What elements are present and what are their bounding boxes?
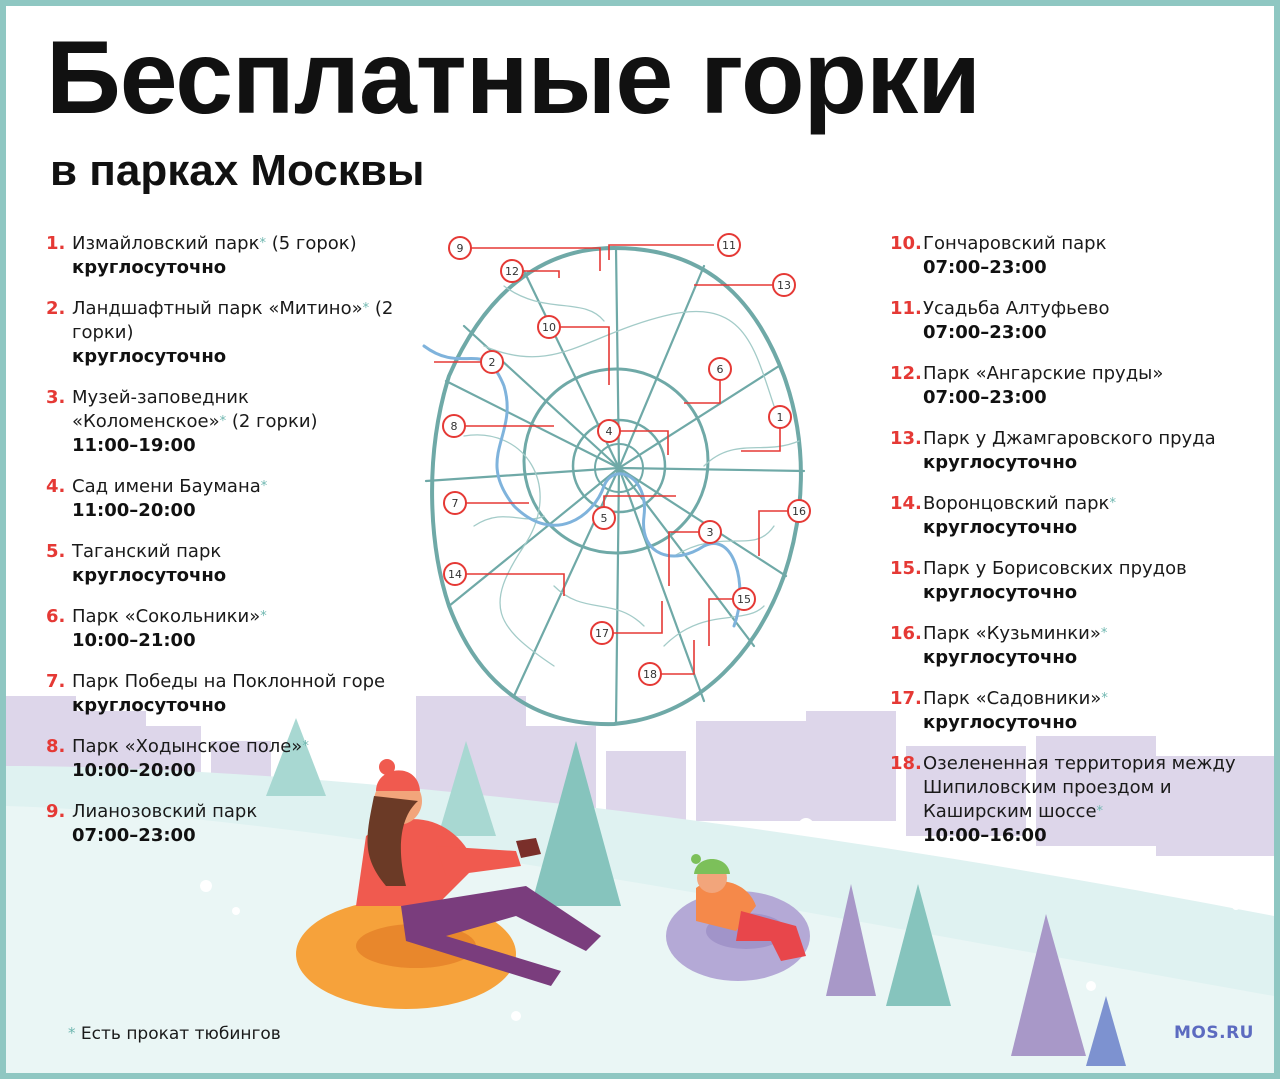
park-hours: круглосуточно (72, 695, 227, 716)
park-name (72, 386, 406, 434)
park-name (72, 800, 406, 824)
rental-star-icon: * (1101, 691, 1108, 706)
park-item-1 (46, 232, 406, 280)
park-item-8 (46, 735, 406, 783)
park-name-text: Гончаровский парк (923, 233, 1107, 254)
park-hours: 07:00–23:00 (923, 387, 1047, 408)
map-marker-label: 10 (542, 321, 556, 334)
park-item-10 (890, 232, 1260, 280)
page-subtitle: в парках Москвы (50, 146, 425, 195)
map-marker-label: 17 (595, 627, 609, 640)
map-marker-9[interactable] (449, 237, 471, 259)
park-item-7 (46, 670, 406, 718)
park-hours: 11:00–19:00 (72, 435, 196, 456)
park-slope-count: (5 горок) (271, 233, 357, 254)
park-number: 2. (46, 298, 66, 319)
park-number: 6. (46, 606, 66, 627)
park-item-13 (890, 427, 1260, 475)
map-marker-label: 6 (716, 363, 724, 376)
park-name-text: Парк у Борисовских прудов (923, 558, 1187, 579)
park-hours: круглосуточно (923, 517, 1078, 538)
park-hours: 10:00–21:00 (72, 630, 196, 651)
park-name-text: Лианозовский парк (72, 801, 258, 822)
park-item-11 (890, 297, 1260, 345)
map-marker-8[interactable] (443, 415, 465, 437)
park-hours: круглосуточно (923, 712, 1078, 733)
park-name-text: Озелененная территория между Шипиловским проездом и Каширским шоссе (923, 753, 1236, 822)
park-item-17 (890, 687, 1260, 735)
park-name-text: Парк «Сокольники» (72, 606, 261, 627)
park-name-text: Парк у Джамгаровского пруда (923, 428, 1216, 449)
park-hours: 07:00–23:00 (923, 257, 1047, 278)
map-marker-label: 3 (706, 526, 714, 539)
park-hours: 07:00–23:00 (72, 825, 196, 846)
rental-footnote (68, 1024, 281, 1044)
map-marker-label: 18 (643, 668, 657, 681)
park-item-4 (46, 475, 406, 523)
park-number: 1. (46, 233, 66, 254)
map-marker-1[interactable] (769, 406, 791, 428)
park-name-text: Музей-заповедник «Коломенское» (72, 387, 249, 432)
park-name (72, 475, 406, 499)
park-name (923, 297, 1260, 321)
park-hours: 10:00–16:00 (923, 825, 1047, 846)
map-marker-7[interactable] (444, 492, 466, 514)
park-item-14 (890, 492, 1260, 540)
park-name (72, 735, 406, 759)
park-number: 18. (890, 753, 922, 774)
park-hours: 11:00–20:00 (72, 500, 196, 521)
park-item-2 (46, 297, 406, 369)
map-marker-label: 9 (456, 242, 464, 255)
park-number: 3. (46, 387, 66, 408)
park-name (72, 670, 406, 694)
park-name-text: Парк «Ходынское поле» (72, 736, 303, 757)
map-marker-6[interactable] (709, 358, 731, 380)
brand-logo[interactable]: MOS.RU (1174, 1023, 1254, 1043)
park-number: 7. (46, 671, 66, 692)
map-marker-label: 5 (600, 512, 608, 525)
park-number: 17. (890, 688, 922, 709)
park-number: 15. (890, 558, 922, 579)
map-marker-label: 4 (605, 425, 613, 438)
park-number: 16. (890, 623, 922, 644)
park-name (923, 557, 1260, 581)
park-hours: круглосуточно (72, 257, 227, 278)
park-item-3 (46, 386, 406, 458)
park-item-12 (890, 362, 1260, 410)
map-marker-10[interactable] (538, 316, 560, 338)
park-name (923, 752, 1260, 824)
map-marker-17[interactable] (591, 622, 613, 644)
park-name (923, 492, 1260, 516)
park-name (923, 687, 1260, 711)
rental-star-icon: * (219, 414, 227, 429)
park-hours: круглосуточно (72, 565, 227, 586)
moscow-map (404, 226, 824, 736)
map-marker-label: 7 (451, 497, 459, 510)
rental-star-icon: * (1109, 496, 1116, 511)
park-number: 5. (46, 541, 66, 562)
park-item-9 (46, 800, 406, 848)
park-number: 13. (890, 428, 922, 449)
park-hours: круглосуточно (923, 582, 1078, 603)
rental-star-icon: * (259, 236, 266, 251)
park-name-text: Таганский парк (72, 541, 222, 562)
park-list-right (890, 232, 1260, 865)
map-marker-14[interactable] (444, 563, 466, 585)
park-name-text: Парк Победы на Поклонной горе (72, 671, 386, 692)
park-name (923, 427, 1260, 451)
park-name-text: Усадьба Алтуфьево (923, 298, 1110, 319)
map-marker-16[interactable] (788, 500, 810, 522)
footnote-text: Есть прокат тюбингов (80, 1024, 281, 1044)
rental-star-icon: * (1100, 626, 1108, 641)
park-name (923, 232, 1260, 256)
rental-star-icon: * (260, 609, 267, 624)
park-name-text: Сад имени Баумана (72, 476, 261, 497)
park-number: 8. (46, 736, 66, 757)
park-name-text: Парк «Садовники» (923, 688, 1102, 709)
park-slope-count: (2 горки) (72, 298, 394, 343)
map-marker-5[interactable] (593, 507, 615, 529)
map-marker-label: 12 (505, 265, 519, 278)
park-item-5 (46, 540, 406, 588)
park-name (923, 362, 1260, 386)
park-hours: 07:00–23:00 (923, 322, 1047, 343)
park-name (72, 540, 406, 564)
map-marker-label: 1 (776, 411, 784, 424)
park-number: 10. (890, 233, 922, 254)
park-name (72, 297, 406, 345)
park-name-text: Парк «Кузьминки» (923, 623, 1101, 644)
page-title: Бесплатные горки (46, 20, 981, 136)
rental-star-icon: * (1096, 804, 1104, 819)
park-hours: круглосуточно (72, 346, 227, 367)
park-item-16 (890, 622, 1260, 670)
map-marker-label: 15 (737, 593, 751, 606)
park-number: 12. (890, 363, 922, 384)
map-marker-label: 2 (488, 356, 496, 369)
park-name (72, 605, 406, 629)
park-name-text: Воронцовский парк (923, 493, 1110, 514)
park-hours: круглосуточно (923, 452, 1078, 473)
park-number: 14. (890, 493, 922, 514)
park-hours: круглосуточно (923, 647, 1078, 668)
map-marker-label: 8 (450, 420, 458, 433)
map-marker-11[interactable] (718, 234, 740, 256)
park-item-15 (890, 557, 1260, 605)
park-number: 9. (46, 801, 66, 822)
park-slope-count: (2 горки) (231, 411, 318, 432)
moskva-river (424, 346, 740, 626)
rental-star-icon: * (302, 739, 309, 754)
map-marker-3[interactable] (699, 521, 721, 543)
park-name-text: Парк «Ангарские пруды» (923, 363, 1164, 384)
park-name (923, 622, 1260, 646)
map-marker-label: 11 (722, 239, 736, 252)
map-marker-label: 16 (792, 505, 806, 518)
map-marker-18[interactable] (639, 663, 661, 685)
park-item-6 (46, 605, 406, 653)
map-marker-2[interactable] (481, 351, 503, 373)
park-hours: 10:00–20:00 (72, 760, 196, 781)
rental-star-icon: * (362, 301, 370, 316)
park-item-18 (890, 752, 1260, 848)
map-marker-13[interactable] (773, 274, 795, 296)
park-number: 4. (46, 476, 66, 497)
map-marker-12[interactable] (501, 260, 523, 282)
park-number: 11. (890, 298, 922, 319)
park-name-text: Ландшафтный парк «Митино» (72, 298, 363, 319)
map-marker-15[interactable] (733, 588, 755, 610)
footnote-star-icon: * (68, 1024, 76, 1042)
map-marker-label: 14 (448, 568, 462, 581)
park-name-text: Измайловский парк (72, 233, 260, 254)
park-list-left (46, 232, 406, 865)
park-name (72, 232, 406, 256)
map-marker-label: 13 (777, 279, 791, 292)
map-marker-4[interactable] (598, 420, 620, 442)
rental-star-icon: * (260, 479, 268, 494)
